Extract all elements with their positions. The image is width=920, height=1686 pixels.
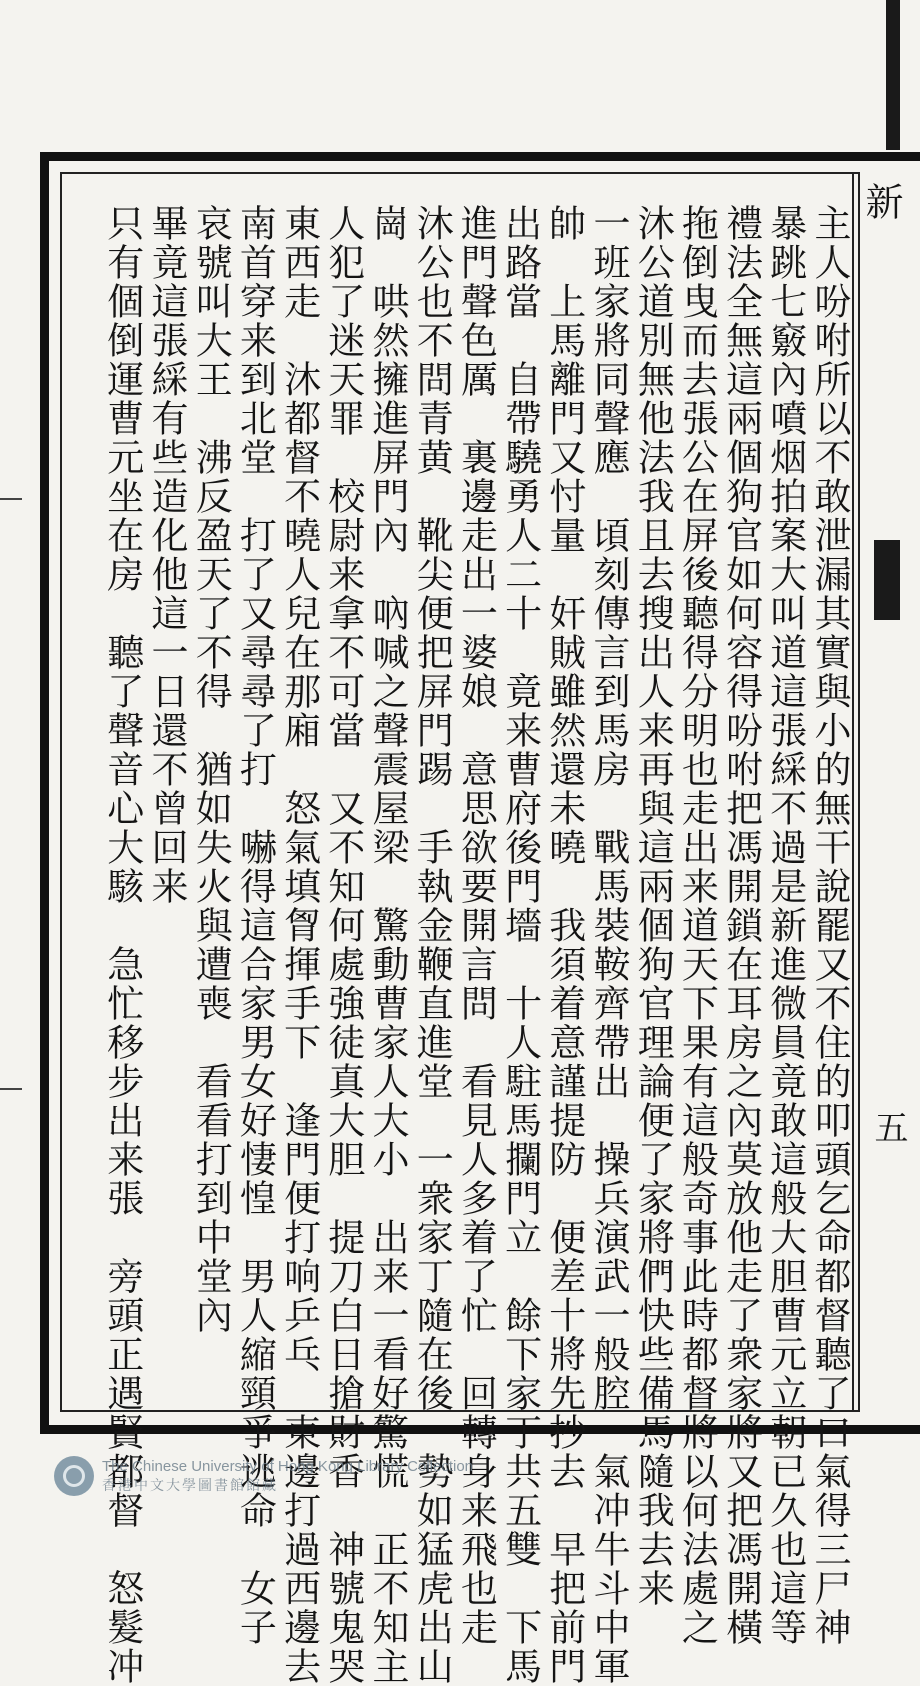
text-column: 崗 哄然擁進屏門內 吶喊之聲震屋梁 驚動曹家人大小 出来一看好驚慌 正不知主 <box>366 204 409 1686</box>
text-column: 南首穿来到北堂 打了又尋尋了打 嚇得這合家男女好悽惶 男人縮頸爭逃命 女子 <box>233 204 277 1647</box>
text-column: 哀號叫大王 沸反盈天了不得 猶如失火與遭喪 看看打到中堂內 <box>189 204 233 1335</box>
text-column: 只有個倒運曹元坐在房 聽了聲音心大駭 急忙移步出来張 旁頭正遇賢都督 怒髮冲 <box>100 204 144 1686</box>
margin-tick <box>0 498 22 500</box>
watermark-english: The Chinese University of Hong Kong Library Collection <box>102 1457 474 1475</box>
text-column: 人犯了迷天罪 校尉来拿不可當 又不知何處強徒真大胆 提刀白日搶財香 神號鬼哭 <box>321 204 365 1686</box>
text-column: 沐公道別無他法我且去搜出人来再與這兩個狗官理論便了家將們快些備馬隨我去来 <box>631 204 675 1608</box>
text-column: 帥 上馬離門又忖量 奸賊雖然還未曉 我須着意謹提防 便差十將先抄去 早把前門 <box>542 204 586 1686</box>
text-column: 出路當 自帶驍勇人二十 竟来曹府後門墻 十人駐馬攔門立 餘下家丁共五雙 下馬 <box>498 204 542 1686</box>
page-edge-shadow <box>886 0 900 150</box>
text-column: 畢竟這張綵有些造化他這一日還不曾回来 <box>145 204 188 906</box>
text-column: 暴跳七竅內噴烟拍案大叫道這張綵不過是新進微員竟敢這般大胆曹元立朝已久也這等 <box>763 204 807 1647</box>
text-column: 主人吩咐所以不敢泄漏其實與小的無干說罷又不住的叩頭乞命都督聽了口氣得三尸神 <box>808 204 851 1647</box>
text-column: 一班家將同聲應 頃刻傳言到馬房 戰馬裝鞍齊帶出 操兵演武一般腔 氣冲牛斗中軍 <box>587 204 630 1686</box>
text-column: 拖倒曳而去張公在屏後聽得分明也走出来道天下果有這般奇事此時都督將以何法處之 <box>675 204 719 1647</box>
margin-tick <box>0 1088 22 1090</box>
page-number: 五 <box>868 1110 908 1144</box>
text-column: 進門聲色厲 裏邊走出一婆娘 意思欲要開言問 看見人多着了忙 回轉身来飛也走 <box>454 204 498 1647</box>
watermark-chinese: 香港中文大學圖書館館藏 <box>102 1477 278 1494</box>
text-column: 禮法全無這兩個狗官如何容得吩咐把馮開鎖在耳房之內莫放他走了衆家將又把馮開橫 <box>719 204 763 1647</box>
margin-rule <box>852 172 854 1412</box>
cuhk-logo-icon <box>54 1456 94 1496</box>
text-column: 東西走 沐都督不曉人兒在那廂 怒氣填胷揮手下 逢門便打响乒乓 東邊打過西邊去 <box>277 204 321 1686</box>
library-watermark <box>54 1456 473 1496</box>
text-column: 沐公也不問青黄 靴尖便把屏門踢 手執金鞭直進堂 一衆家丁隨在後 勢如猛虎出山 <box>410 204 454 1686</box>
margin-title: 新 <box>859 182 903 220</box>
